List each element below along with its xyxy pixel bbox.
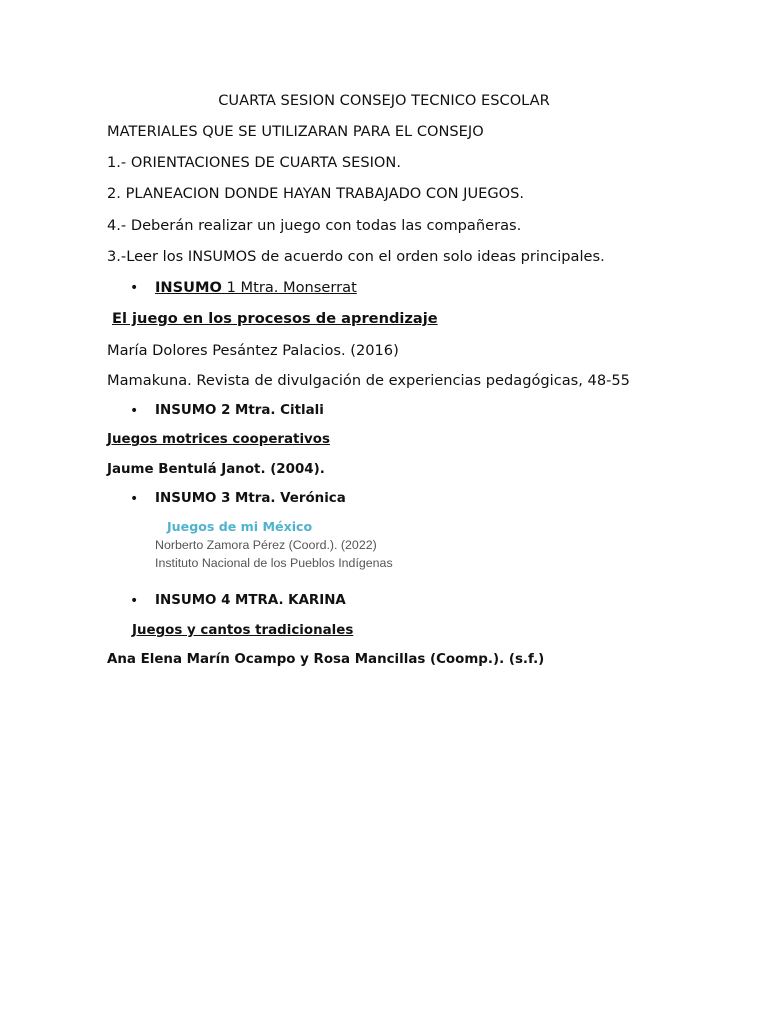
insumo-3-title: Juegos de mi México bbox=[167, 519, 313, 534]
insumo-3-publisher: Instituto Nacional de los Pueblos Indígenas bbox=[155, 556, 393, 570]
bullet-icon: • bbox=[130, 280, 139, 296]
bullet-icon: • bbox=[130, 593, 139, 609]
materials-heading: MATERIALES QUE SE UTILIZARAN PARA EL CONSEJO bbox=[107, 123, 484, 140]
insumo-1-teacher: 1 Mtra. Monserrat bbox=[226, 279, 357, 296]
insumo-1-author: María Dolores Pesántez Palacios. (2016) bbox=[107, 342, 399, 359]
insumo-1-source: Mamakuna. Revista de divulgación de experiencias pedagógicas, 48-55 bbox=[107, 372, 630, 389]
insumo-4-author: Ana Elena Marín Ocampo y Rosa Mancillas (Coomp.). (s.f.) bbox=[107, 652, 545, 667]
list-item: 1.- ORIENTACIONES DE CUARTA SESION. bbox=[107, 154, 401, 171]
insumo-1-title: El juego en los procesos de aprendizaje bbox=[112, 310, 438, 327]
list-item: 3.-Leer los INSUMOS de acuerdo con el orden solo ideas principales. bbox=[107, 248, 605, 265]
list-item: 2. PLANEACION DONDE HAYAN TRABAJADO CON JUEGOS. bbox=[107, 185, 525, 202]
insumo-2-author: Jaume Bentulá Janot. (2004). bbox=[107, 462, 325, 477]
insumo-2-label: INSUMO 2 Mtra. Citlali bbox=[155, 403, 324, 418]
insumo-3-label: INSUMO 3 Mtra. Verónica bbox=[155, 491, 346, 506]
insumo-3-author: Norberto Zamora Pérez (Coord.). (2022) bbox=[155, 538, 377, 552]
insumo-1-keyword: INSUMO bbox=[155, 279, 222, 296]
list-item: 4.- Deberán realizar un juego con todas las compañeras. bbox=[107, 217, 522, 234]
bullet-icon: • bbox=[130, 403, 139, 419]
insumo-4-title: Juegos y cantos tradicionales bbox=[132, 623, 354, 638]
bullet-icon: • bbox=[130, 491, 139, 507]
document-title: CUARTA SESION CONSEJO TECNICO ESCOLAR bbox=[218, 92, 550, 109]
insumo-2-title: Juegos motrices cooperativos bbox=[107, 432, 330, 447]
insumo-1-label bbox=[155, 279, 357, 297]
insumo-4-label: INSUMO 4 MTRA. KARINA bbox=[155, 593, 346, 608]
